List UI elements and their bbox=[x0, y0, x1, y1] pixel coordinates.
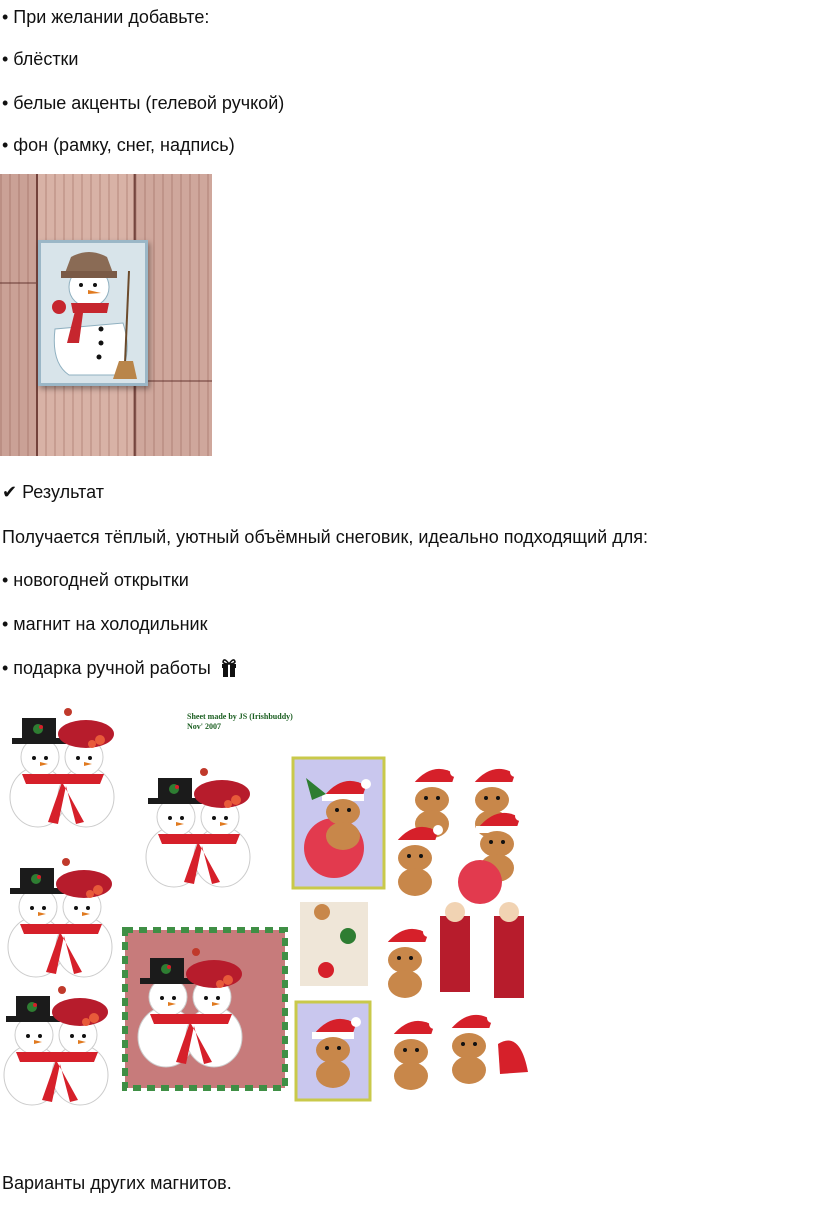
result-paragraph: Получается тёплый, уютный объёмный снеговик, идеально подходящий для: bbox=[2, 527, 648, 547]
decoupage-sheet-image bbox=[0, 700, 540, 1110]
intro-item-glitter: • блёстки bbox=[2, 49, 79, 69]
result-item-gift bbox=[2, 657, 238, 682]
result-item-magnet: • магнит на холодильник bbox=[2, 614, 208, 634]
snowman-illustration bbox=[41, 243, 145, 383]
result-item-gift-label: • подарка ручной работы bbox=[2, 658, 211, 678]
footer-text: Варианты других магнитов. bbox=[2, 1173, 232, 1193]
gift-icon bbox=[220, 657, 238, 682]
sheet-caption bbox=[187, 712, 293, 732]
intro-item-background: • фон (рамку, снег, надпись) bbox=[2, 135, 235, 155]
intro-item-white-accents: • белые акценты (гелевой ручкой) bbox=[2, 93, 285, 113]
sheet-caption-line2: Nov' 2007 bbox=[187, 722, 221, 731]
result-item-card: • новогодней открытки bbox=[2, 570, 189, 590]
result-heading: ✔ Результат bbox=[2, 482, 104, 502]
intro-heading: • При желании добавьте: bbox=[2, 7, 210, 27]
sheet-caption-line1: Sheet made by JS (Irishbuddy) bbox=[187, 712, 293, 721]
snowman-card bbox=[38, 240, 148, 386]
